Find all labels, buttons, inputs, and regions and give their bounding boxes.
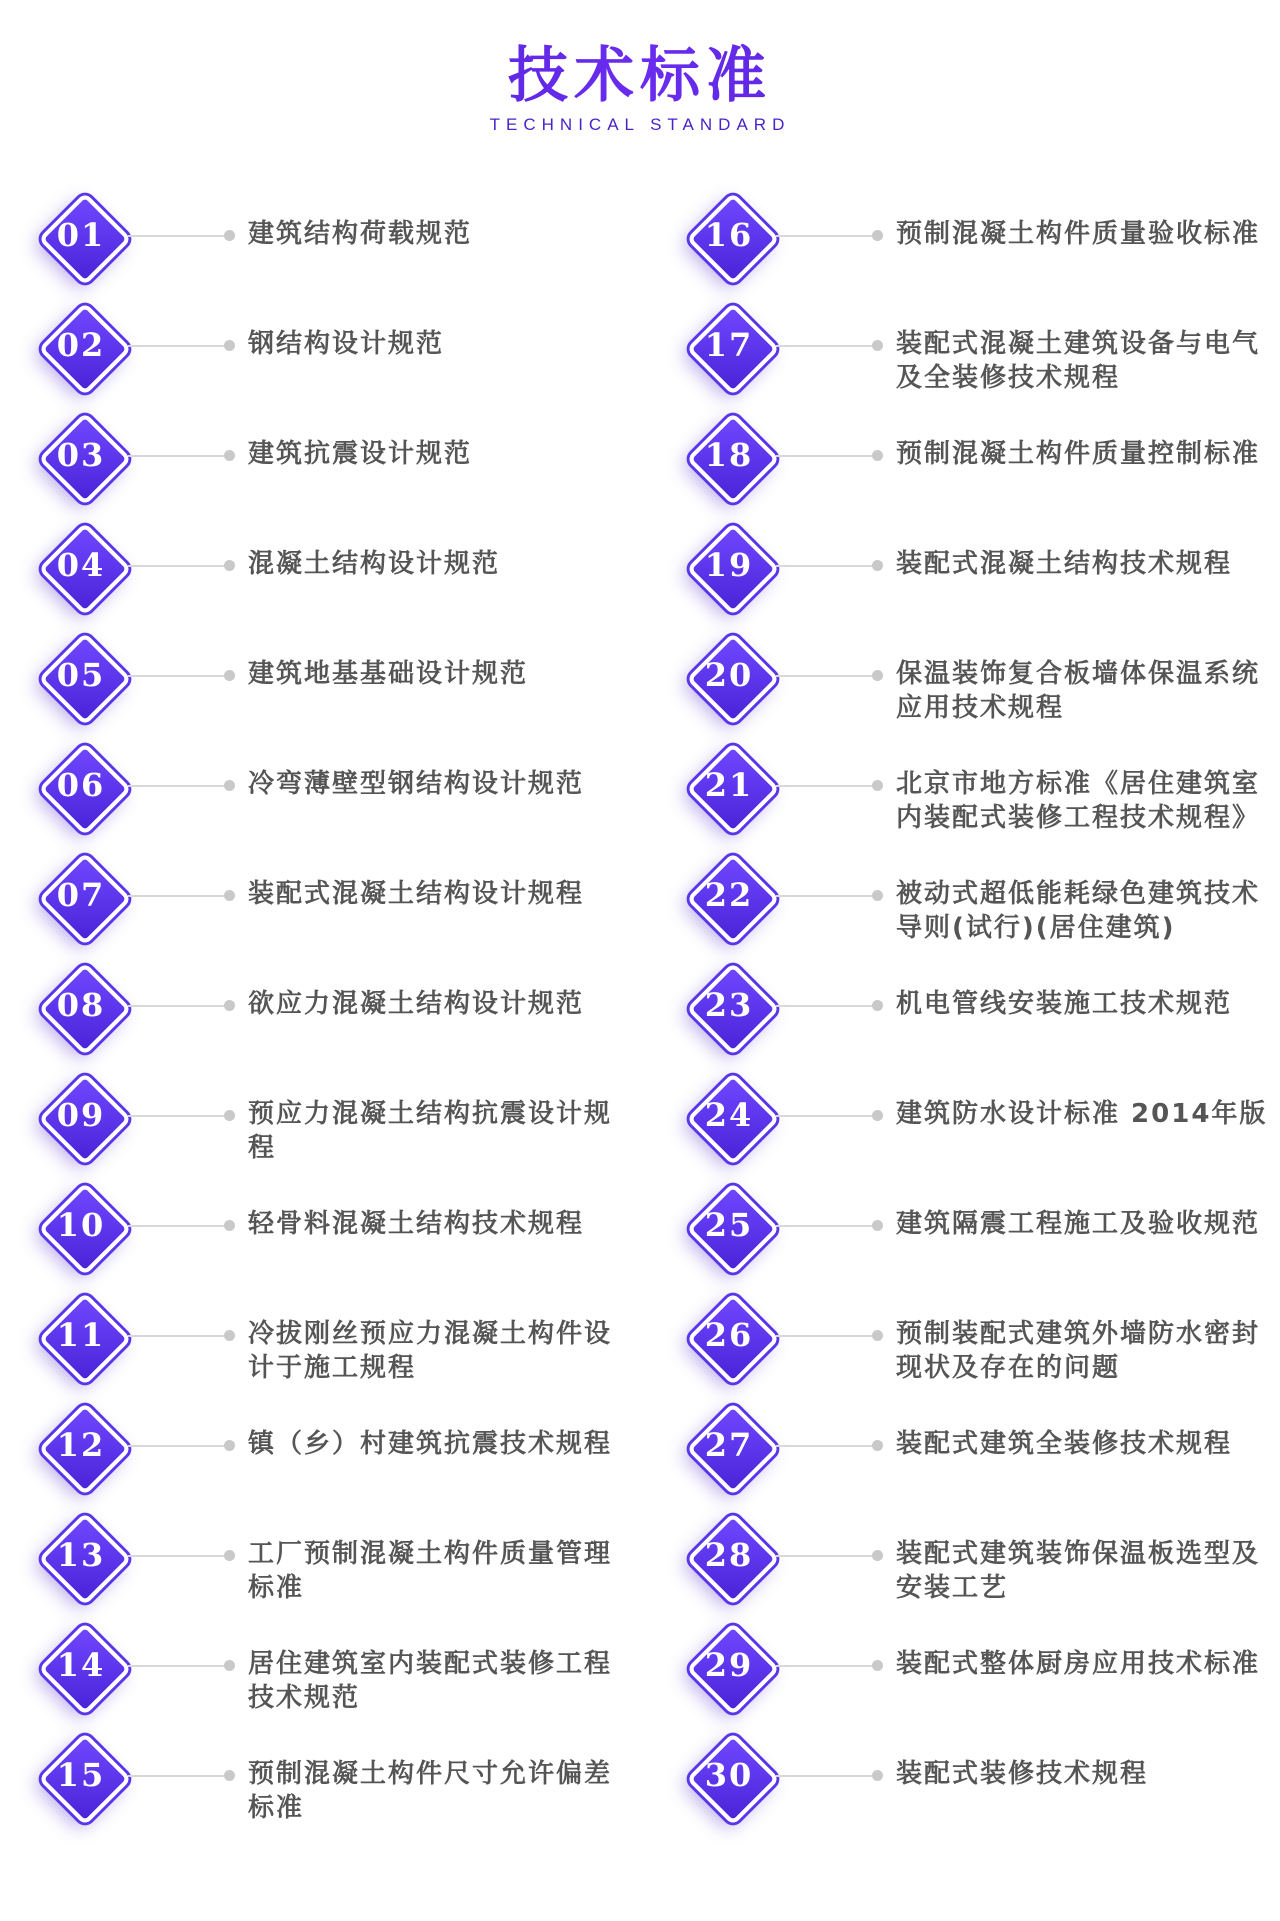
number-badge	[686, 522, 772, 608]
connector-line	[776, 455, 874, 457]
item-number: 05	[56, 656, 106, 694]
standard-label: 装配式混凝土结构设计规程	[248, 879, 585, 909]
standard-label: 钢结构设计规范	[248, 329, 445, 359]
standard-label: 欲应力混凝土结构设计规范	[248, 989, 585, 1019]
number-badge	[686, 632, 772, 718]
connector-line	[128, 565, 226, 567]
connector-line	[128, 1445, 226, 1447]
list-item	[648, 518, 1280, 622]
standard-label: 混凝土结构设计规范	[248, 549, 501, 579]
connector-line	[776, 1555, 874, 1557]
number-badge	[38, 1072, 124, 1158]
connector-dot	[224, 1110, 235, 1121]
item-number: 15	[56, 1756, 106, 1794]
standard-label: 预制混凝土构件质量验收标准	[896, 219, 1261, 249]
connector-dot	[872, 1440, 883, 1451]
connector-line	[776, 1005, 874, 1007]
number-badge	[686, 742, 772, 828]
number-badge	[686, 302, 772, 388]
list-item	[648, 1068, 1280, 1172]
connector-dot	[224, 670, 235, 681]
standard-label: 预制混凝土构件质量控制标准	[896, 439, 1261, 469]
connector-dot	[872, 1000, 883, 1011]
number-badge	[38, 632, 124, 718]
connector-dot	[224, 780, 235, 791]
item-number: 24	[704, 1096, 754, 1134]
connector-dot	[224, 1770, 235, 1781]
standard-label: 建筑地基基础设计规范	[248, 659, 529, 689]
list-item	[0, 1068, 640, 1172]
item-number: 09	[56, 1096, 106, 1134]
item-number: 10	[56, 1206, 106, 1244]
number-badge	[686, 192, 772, 278]
connector-line	[128, 235, 226, 237]
list-item	[648, 1618, 1280, 1722]
list-item	[0, 1178, 640, 1282]
standard-label: 预应力混凝土结构抗震设计规程	[248, 1099, 613, 1163]
connector-line	[128, 455, 226, 457]
number-badge	[38, 192, 124, 278]
list-item	[648, 958, 1280, 1062]
connector-line	[128, 785, 226, 787]
number-badge	[686, 852, 772, 938]
connector-dot	[872, 560, 883, 571]
connector-line	[776, 1665, 874, 1667]
list-item	[648, 1178, 1280, 1282]
standard-label: 装配式建筑装饰保温板选型及安装工艺	[896, 1539, 1261, 1603]
number-badge	[686, 1402, 772, 1488]
connector-line	[776, 675, 874, 677]
connector-line	[776, 235, 874, 237]
item-number: 06	[56, 766, 106, 804]
number-badge	[38, 1622, 124, 1708]
standard-label: 建筑结构荷载规范	[248, 219, 473, 249]
list-item	[0, 1728, 640, 1832]
item-number: 19	[704, 546, 754, 584]
list-item	[0, 298, 640, 402]
item-number: 16	[704, 216, 754, 254]
standard-label: 冷拔刚丝预应力混凝土构件设计于施工规程	[248, 1319, 613, 1383]
number-badge	[686, 1292, 772, 1378]
number-badge	[38, 1402, 124, 1488]
list-item	[0, 958, 640, 1062]
number-badge	[38, 852, 124, 938]
connector-dot	[224, 230, 235, 241]
connector-line	[776, 1335, 874, 1337]
item-number: 26	[704, 1316, 754, 1354]
standard-label: 冷弯薄壁型钢结构设计规范	[248, 769, 585, 799]
connector-line	[128, 675, 226, 677]
standard-label: 建筑防水设计标准 2014年版	[896, 1099, 1268, 1129]
item-number: 20	[704, 656, 754, 694]
standard-label: 装配式装修技术规程	[896, 1759, 1149, 1789]
list-item	[0, 188, 640, 292]
number-badge	[686, 1512, 772, 1598]
item-number: 13	[56, 1536, 106, 1574]
list-item	[0, 1508, 640, 1612]
connector-line	[128, 1665, 226, 1667]
list-item	[648, 738, 1280, 842]
connector-dot	[224, 1660, 235, 1671]
number-badge	[38, 1732, 124, 1818]
connector-dot	[872, 780, 883, 791]
connector-line	[776, 785, 874, 787]
standard-label: 工厂预制混凝土构件质量管理标准	[248, 1539, 613, 1603]
standard-label: 建筑隔震工程施工及验收规范	[896, 1209, 1261, 1239]
item-number: 08	[56, 986, 106, 1024]
connector-dot	[872, 890, 883, 901]
item-number: 04	[56, 546, 106, 584]
item-number: 11	[56, 1316, 106, 1354]
connector-dot	[872, 1220, 883, 1231]
number-badge	[38, 522, 124, 608]
connector-dot	[224, 1000, 235, 1011]
connector-line	[128, 1335, 226, 1337]
list-item	[648, 1398, 1280, 1502]
number-badge	[38, 1292, 124, 1378]
connector-dot	[224, 1440, 235, 1451]
connector-dot	[872, 1110, 883, 1121]
number-badge	[686, 962, 772, 1048]
connector-dot	[872, 1770, 883, 1781]
item-number: 28	[704, 1536, 754, 1574]
connector-line	[128, 345, 226, 347]
item-number: 03	[56, 436, 106, 474]
standard-label: 居住建筑室内装配式装修工程技术规范	[248, 1649, 613, 1713]
connector-dot	[224, 1550, 235, 1561]
list-item	[0, 848, 640, 952]
list-item	[0, 518, 640, 622]
number-badge	[38, 412, 124, 498]
standard-label: 机电管线安装施工技术规范	[896, 989, 1233, 1019]
connector-dot	[224, 450, 235, 461]
item-number: 07	[56, 876, 106, 914]
item-number: 25	[704, 1206, 754, 1244]
connector-line	[128, 895, 226, 897]
connector-line	[128, 1115, 226, 1117]
connector-line	[776, 1775, 874, 1777]
connector-dot	[224, 1220, 235, 1231]
connector-dot	[224, 340, 235, 351]
number-badge	[38, 1512, 124, 1598]
standards-list-right	[648, 0, 1280, 1921]
list-item	[648, 1508, 1280, 1612]
item-number: 21	[704, 766, 754, 804]
connector-dot	[872, 670, 883, 681]
standard-label: 预制混凝土构件尺寸允许偏差标准	[248, 1759, 613, 1823]
item-number: 17	[704, 326, 754, 364]
connector-dot	[224, 1330, 235, 1341]
connector-line	[128, 1555, 226, 1557]
page-title: 技术标准	[0, 40, 1280, 112]
connector-dot	[872, 1330, 883, 1341]
number-badge	[38, 1182, 124, 1268]
connector-dot	[224, 890, 235, 901]
standard-label: 保温装饰复合板墙体保温系统应用技术规程	[896, 659, 1261, 723]
number-badge	[686, 1072, 772, 1158]
connector-line	[776, 1115, 874, 1117]
item-number: 29	[704, 1646, 754, 1684]
item-number: 23	[704, 986, 754, 1024]
list-item	[0, 408, 640, 512]
list-item	[0, 628, 640, 732]
connector-line	[776, 1445, 874, 1447]
item-number: 27	[704, 1426, 754, 1464]
connector-line	[128, 1005, 226, 1007]
item-number: 12	[56, 1426, 106, 1464]
standard-label: 预制装配式建筑外墙防水密封现状及存在的问题	[896, 1319, 1261, 1383]
number-badge	[38, 742, 124, 828]
item-number: 18	[704, 436, 754, 474]
item-number: 14	[56, 1646, 106, 1684]
connector-dot	[872, 340, 883, 351]
page-subtitle: TECHNICAL STANDARD	[489, 115, 791, 134]
list-item	[648, 1728, 1280, 1832]
list-item	[648, 298, 1280, 402]
standard-label: 装配式建筑全装修技术规程	[896, 1429, 1233, 1459]
number-badge	[38, 962, 124, 1048]
connector-line	[128, 1775, 226, 1777]
list-item	[648, 188, 1280, 292]
standard-label: 北京市地方标准《居住建筑室内装配式装修工程技术规程》	[896, 769, 1261, 833]
standard-label: 被动式超低能耗绿色建筑技术导则(试行)(居住建筑)	[896, 879, 1261, 943]
list-item	[0, 738, 640, 842]
number-badge	[38, 302, 124, 388]
connector-dot	[872, 450, 883, 461]
standard-label: 建筑抗震设计规范	[248, 439, 473, 469]
connector-line	[776, 1225, 874, 1227]
standard-label: 装配式混凝土结构技术规程	[896, 549, 1233, 579]
standard-label: 轻骨料混凝土结构技术规程	[248, 1209, 585, 1239]
connector-dot	[872, 230, 883, 241]
number-badge	[686, 1182, 772, 1268]
list-item	[648, 628, 1280, 732]
connector-line	[776, 565, 874, 567]
connector-dot	[224, 560, 235, 571]
standard-label: 装配式混凝土建筑设备与电气及全装修技术规程	[896, 329, 1261, 393]
list-item	[0, 1288, 640, 1392]
connector-line	[776, 895, 874, 897]
connector-dot	[872, 1660, 883, 1671]
list-item	[648, 408, 1280, 512]
number-badge	[686, 1732, 772, 1818]
number-badge	[686, 1622, 772, 1708]
list-item	[648, 1288, 1280, 1392]
standard-label: 镇（乡）村建筑抗震技术规程	[248, 1429, 613, 1459]
item-number: 30	[704, 1756, 754, 1794]
list-item	[0, 1398, 640, 1502]
standard-label: 装配式整体厨房应用技术标准	[896, 1649, 1261, 1679]
list-item	[648, 848, 1280, 952]
item-number: 22	[704, 876, 754, 914]
connector-line	[776, 345, 874, 347]
connector-dot	[872, 1550, 883, 1561]
connector-line	[128, 1225, 226, 1227]
item-number: 02	[56, 326, 106, 364]
list-item	[0, 1618, 640, 1722]
item-number: 01	[56, 216, 106, 254]
number-badge	[686, 412, 772, 498]
